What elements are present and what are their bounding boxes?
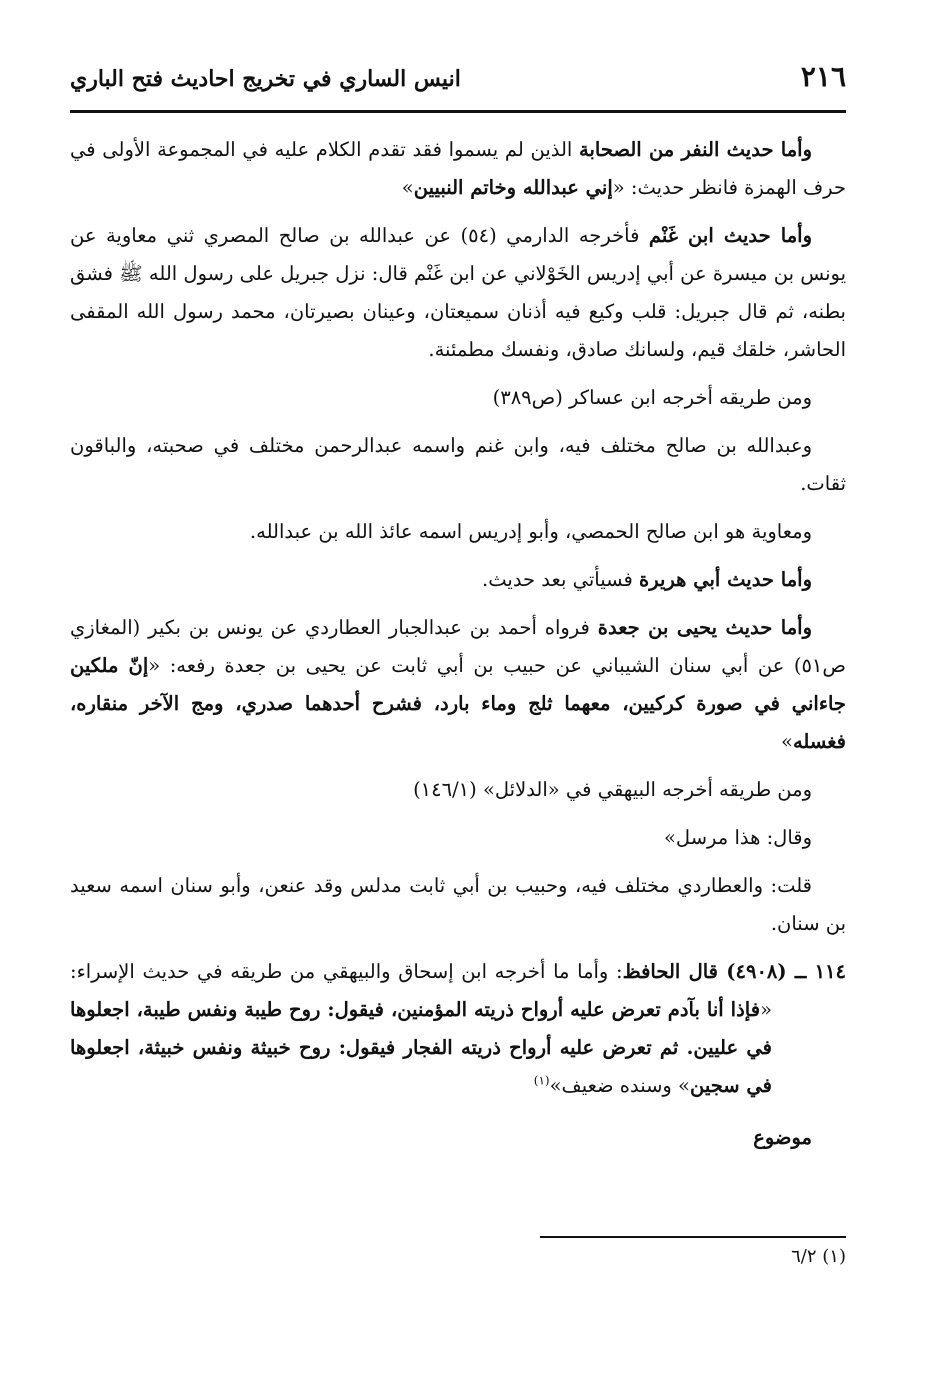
paragraph <box>70 427 846 503</box>
bold-text: فإذا أنا بآدم تعرض عليه أرواح ذريته المؤمنين، فيقول: روح طيبة ونفس طيبة، اجعلوها في عليين. ثم تعرض عليه أرواح ذريته الفجار فيقول: روح خبيثة ونفس خبيثة، اجعلوها في سجين <box>70 998 772 1097</box>
hadith-entry <box>70 953 846 1105</box>
bold-text: وأما حديث يحيى بن جعدة <box>597 616 813 639</box>
footnote-text: ٦/٢ <box>791 1246 817 1267</box>
text-segment: ومعاوية هو ابن صالح الحمصي، وأبو إدريس اسمه عائذ الله بن عبدالله. <box>249 520 812 543</box>
text-segment: » وسنده ضعيف» <box>549 1074 690 1097</box>
bold-text: وأما حديث ابن غَنْم <box>648 224 813 247</box>
page-number: ٢١٦ <box>800 60 846 93</box>
paragraph <box>70 131 846 207</box>
running-title: انيس الساري في تخريج احاديث فتح الباري <box>70 66 461 92</box>
page-header <box>70 60 846 113</box>
paragraph <box>70 609 846 761</box>
document-page <box>70 60 846 1177</box>
paragraph-list <box>70 131 846 943</box>
text-segment: فسيأتي بعد حديث. <box>482 568 639 591</box>
text-segment: الذين لم يسموا فقد تقدم الكلام عليه في المجموعة الأولى في حرف الهمزة فانظر حديث: « <box>70 138 846 199</box>
text-segment: فأخرجه الدارمي (٥٤) عن عبدالله بن صالح المصري ثني معاوية عن يونس بن ميسرة عن أبي إدريس الخَوْلاني عن ابن غَنْم قال: نزل جبريل على رسول الله ﷺ فشق بطنه، ثم قال جبريل: قلب وكيع فيه أذنان سميعتان، وعينان بصيرتان، محمد رسول الله المقفى الحاشر، خلقك قيم، ولسانك صادق، ونفسك مطمئنة. <box>70 224 846 361</box>
text-segment: ومن طريقه أخرجه البيهقي في «الدلائل» (١٤٦/١) <box>413 778 812 801</box>
paragraph <box>70 561 846 599</box>
bold-text: إنّ ملكين جاءاني في صورة كركيين، معهما ثلج وماء بارد، فشرح أحدهما صدري، ومج الآخر منقاره، فغسله <box>70 654 846 753</box>
bold-text: وأما حديث أبي هريرة <box>639 568 812 591</box>
paragraph <box>70 513 846 551</box>
footnote <box>791 1246 846 1267</box>
bold-text: وأما حديث النفر من الصحابة <box>579 138 812 161</box>
text-segment: فرواه أحمد بن عبدالجبار العطاردي عن يونس بن بكير (المغازي ص٥١) عن أبي سنان الشيباني عن حبيب بن أبي ثابت عن يحيى بن جعدة رفعه: « <box>70 616 846 677</box>
paragraph <box>70 217 846 369</box>
paragraph <box>70 771 846 809</box>
text-segment: » <box>401 176 414 199</box>
paragraph <box>70 819 846 857</box>
bold-text: قال الحافظ <box>622 960 727 983</box>
footnote-divider <box>540 1236 846 1238</box>
text-segment: قلت: والعطاردي مختلف فيه، وحبيب بن أبي ثابت مدلس وقد عنعن، وأبو سنان اسمه سعيد بن سنان. <box>70 874 846 935</box>
entry-number: ١١٤ ــ (٤٩٠٨) <box>726 960 846 983</box>
paragraph <box>70 867 846 943</box>
entry-text <box>70 960 772 1097</box>
text-segment: » <box>781 730 793 753</box>
bold-text: إني عبدالله وخاتم النبيين <box>413 176 613 199</box>
text-segment: ومن طريقه أخرجه ابن عساكر (ص٣٨٩) <box>492 386 812 409</box>
text-segment: وقال: هذا مرسل» <box>664 826 812 849</box>
text-segment: وعبدالله بن صالح مختلف فيه، وابن غنم واسمه عبدالرحمن مختلف في صحبته، والباقون ثقات. <box>70 434 846 495</box>
footnote-number: (١) <box>822 1246 846 1267</box>
verdict: موضوع <box>753 1126 812 1149</box>
footnote-marker: (١) <box>533 1073 550 1088</box>
paragraph <box>70 379 846 417</box>
document-body <box>70 131 846 1157</box>
text-segment: : وأما ما أخرجه ابن إسحاق والبيهقي من طريقه في حديث الإسراء: « <box>70 960 772 1021</box>
